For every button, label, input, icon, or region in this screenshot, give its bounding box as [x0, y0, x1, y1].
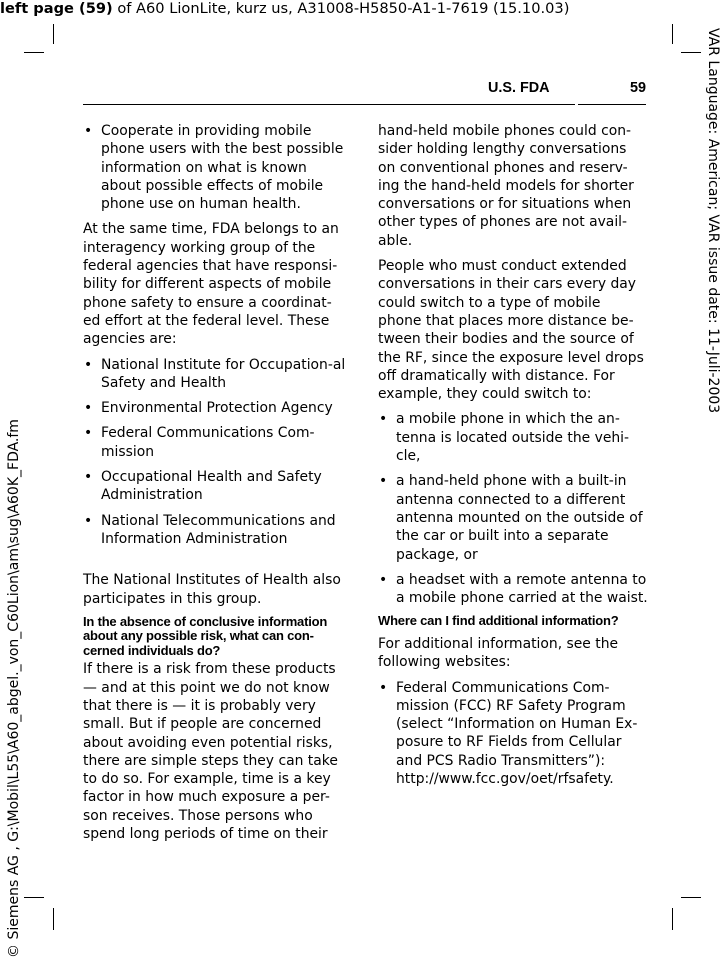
list-item: • Cooperate in providing mobile phone users with the best possible information on what is known about possible effects of mobile phone use on human health.	[83, 122, 349, 213]
running-header-title: U.S. FDA	[488, 80, 550, 96]
paragraph: At the same time, FDA belongs to an interagency working group of the federal agencies that have responsi-bility for different aspects of mobile phone safety to ensure a coordinat-ed effort at the federal level. These agencies are:	[83, 221, 339, 348]
left-column	[83, 122, 349, 850]
copyright-path-text: © Siemens AG , G:\Mobil\L55\A60_abgel._von_C60Lion\am\sug\A60K_FDA.fm	[6, 419, 22, 958]
page-number: 59	[629, 80, 646, 96]
crop-mark	[681, 52, 701, 53]
page-meta-label: left page (59)	[0, 0, 113, 17]
option-list-item: • a mobile phone in which the an-tenna is located outside the vehi-cle,	[378, 410, 648, 465]
agency-list-item: • National Institute for Occupation-al Safety and Health	[83, 356, 349, 393]
paragraph: If there is a risk from these products — and at this point we do not know that there is — it is probably very small. But if people are concerned about avoiding even potential risks, there are simple steps they can take to do so. For example, time is a key factor in how much exposure a per-son receives. Those persons who spend long periods of time on their	[83, 661, 338, 842]
page-number-rule	[578, 104, 646, 105]
page-meta-text: of A60 LionLite, kurz us, A31008-H5850-A1-1-7619 (15.10.03)	[112, 0, 570, 17]
spacer	[83, 555, 349, 571]
option-list-item: • a headset with a remote antenna to a mobile phone carried at the waist.	[378, 571, 648, 608]
crop-mark	[24, 52, 44, 53]
section-heading: Where can I find additional information?	[378, 613, 619, 629]
paragraph: hand-held mobile phones could con-sider holding lengthy conversations on conventional phones and reserv-ing the hand-held models for shorter conversations or for situations when other types of phones are not avail-able.	[378, 123, 634, 249]
right-column	[378, 122, 648, 795]
agency-list-item: • Federal Communications Com-mission	[83, 424, 349, 461]
crop-mark	[24, 897, 44, 898]
var-language-text: VAR Language: American; VAR issue date: 11-Juli-2003	[705, 28, 721, 414]
crop-mark	[53, 908, 54, 930]
agency-list-item: • Occupational Health and Safety Administration	[83, 468, 349, 505]
crop-mark	[681, 897, 701, 898]
section-heading: In the absence of conclusive information about any possible risk, what can con-cerned individuals do?	[83, 613, 328, 658]
crop-mark	[672, 24, 673, 44]
crop-mark	[53, 24, 54, 44]
paragraph: For additional information, see the following websites:	[378, 635, 619, 671]
crop-mark	[672, 908, 673, 930]
option-list-item: • a hand-held phone with a built-in antenna connected to a different antenna mounted on the outside of the car or built into a separate package, or	[378, 472, 648, 563]
agency-list-item: • National Telecommunications and Information Administration	[83, 512, 349, 549]
header-rule	[83, 104, 575, 105]
page-meta-line	[0, 0, 725, 18]
paragraph: People who must conduct extended conversations in their cars every day could switch to a type of mobile phone that places more distance be-tween their bodies and the source of the RF, since the exposure level drops off dramatically with distance. For example, they could switch to:	[378, 258, 644, 403]
paragraph: The National Institutes of Health also participates in this group.	[83, 572, 341, 607]
agency-list-item: • Environmental Protection Agency	[83, 399, 349, 417]
website-list-item: • Federal Communications Com-mission (FCC) RF Safety Program (select “Information on Human Ex-posure to RF Fields from Cellular and PCS Radio Transmitters”): http://www.fcc.gov/oet/rfsafety.	[378, 679, 648, 789]
